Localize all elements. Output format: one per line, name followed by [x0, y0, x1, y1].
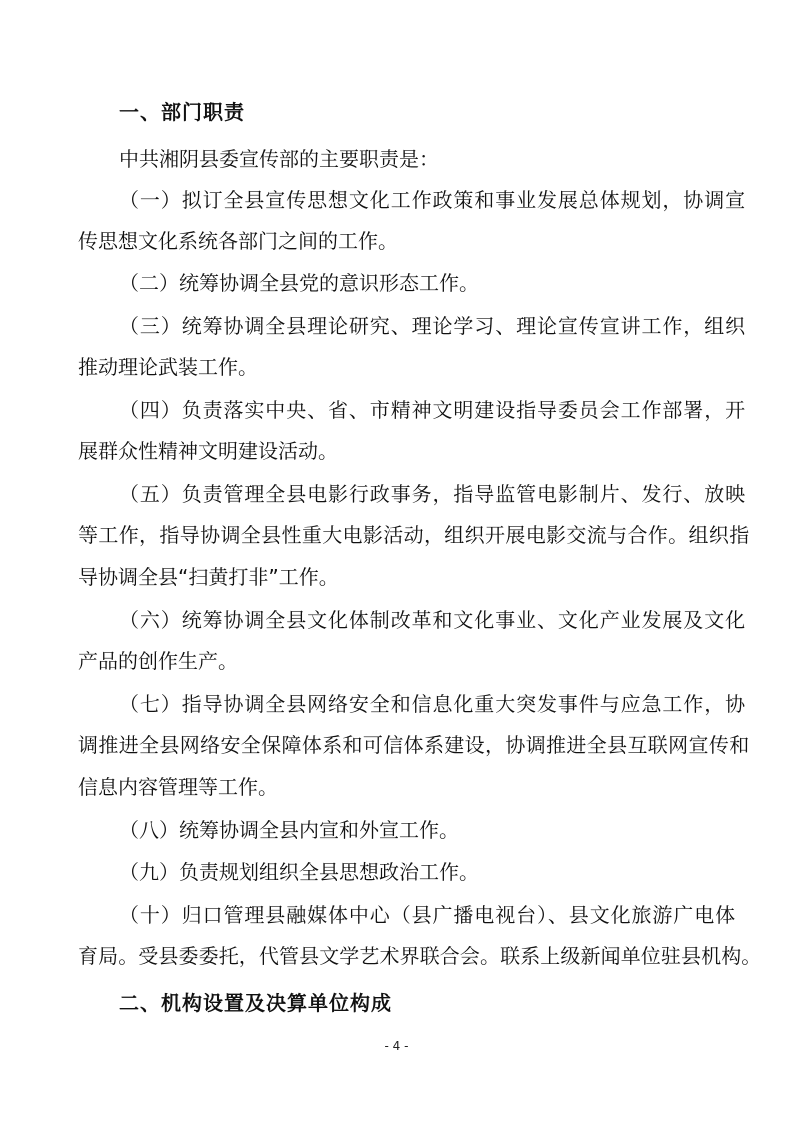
- item-6-line-1: （六）统筹协调全县文化体制改革和文化事业、文化产业发展及文化: [119, 608, 746, 632]
- item-8-line-1: （八）统筹协调全县内宣和外宣工作。: [119, 818, 459, 842]
- item-4-line-1: （四）负责落实中央、省、市精神文明建设指导委员会工作部署，开: [119, 398, 746, 422]
- item-5-line-1: （五）负责管理全县电影行政事务，指导监管电影制片、发行、放映: [119, 482, 746, 506]
- item-5-line-2: 等工作，指导协调全县性重大电影活动，组织开展电影交流与合作。组织指: [78, 523, 750, 547]
- item-5-line-3: 导协调全县“扫黄打非”工作。: [78, 565, 339, 589]
- item-7-line-3: 信息内容管理等工作。: [78, 775, 278, 799]
- item-1-line-2: 传思想文化系统各部门之间的工作。: [78, 229, 398, 253]
- item-6-line-2: 产品的创作生产。: [78, 649, 238, 673]
- item-2-line-1: （二）统筹协调全县党的意识形态工作。: [119, 271, 479, 295]
- item-3-line-1: （三）统筹协调全县理论研究、理论学习、理论宣传宣讲工作，组织: [119, 314, 746, 338]
- item-3-line-2: 推动理论武装工作。: [78, 355, 258, 379]
- item-9-line-1: （九）负责规划组织全县思想政治工作。: [119, 860, 479, 884]
- page-number: - 4 -: [384, 1039, 409, 1053]
- item-10-line-1: （十）归口管理县融媒体中心（县广播电视台）、县文化旅游广电体: [119, 903, 736, 927]
- section-heading-organization: 二、机构设置及决算单位构成: [119, 991, 392, 1015]
- section-heading-duties: 一、部门职责: [119, 100, 245, 124]
- item-7-line-1: （七）指导协调全县网络安全和信息化重大突发事件与应急工作，协: [119, 692, 746, 716]
- item-7-line-2: 调推进全县网络安全保障体系和可信体系建设，协调推进全县互联网宣传和: [78, 733, 750, 757]
- item-4-line-2: 展群众性精神文明建设活动。: [78, 439, 338, 463]
- item-1-line-1: （一）拟订全县宣传思想文化工作政策和事业发展总体规划，协调宣: [119, 188, 746, 212]
- item-10-line-2: 育局。受县委委托，代管县文学艺术界联合会。联系上级新闻单位驻县机构。: [78, 944, 762, 968]
- intro-paragraph: 中共湘阴县委宣传部的主要职责是：: [119, 147, 439, 171]
